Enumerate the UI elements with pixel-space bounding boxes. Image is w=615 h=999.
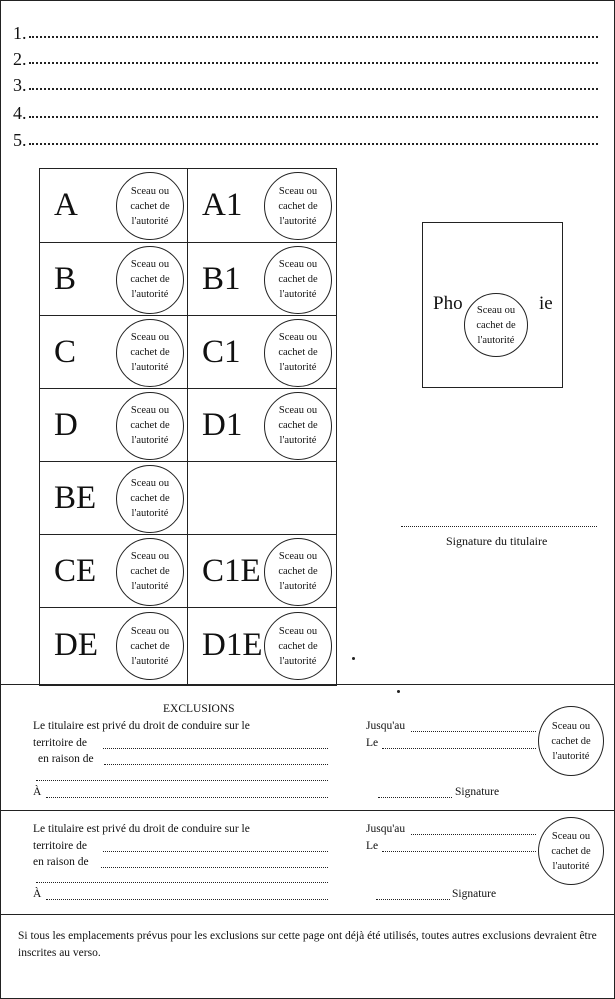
category-cell (40, 608, 188, 684)
exclusions-title: EXCLUSIONS (163, 703, 235, 715)
dotted-line (411, 834, 536, 835)
authority-seal: Sceau ou cachet de l'autorité (116, 392, 184, 460)
exclusion-1-seal: Sceau ou cachet de l'autorité (538, 706, 604, 776)
exclusion-1-at: À (33, 786, 42, 798)
exclusion-2-territory: territoire de (33, 840, 87, 852)
numbered-line (13, 46, 598, 68)
dotted-line (29, 62, 599, 64)
section-divider (0, 684, 615, 685)
category-cell (40, 316, 188, 389)
holder-signature-caption: Signature du titulaire (446, 534, 548, 548)
authority-seal: Sceau ou cachet de l'autorité (116, 612, 184, 680)
category-label: C1 (202, 333, 241, 370)
dotted-line (378, 797, 452, 798)
exclusion-1-on: Le (366, 737, 379, 749)
line-number: 2. (13, 49, 27, 69)
category-cell (188, 535, 336, 608)
stray-mark (397, 690, 400, 693)
exclusion-2-seal: Sceau ou cachet de l'autorité (538, 817, 604, 885)
authority-seal: Sceau ou cachet de l'autorité (264, 319, 332, 387)
exclusion-1-line1: Le titulaire est privé du droit de conduire sur le (33, 720, 250, 732)
dotted-line (46, 899, 328, 900)
photo-seal: Sceau ou cachet de l'autorité (464, 293, 528, 357)
dotted-line (104, 764, 328, 765)
footer-note: Si tous les emplacements prévus pour les exclusions sur cette page ont déjà été utilisés, toutes autres exclusions devraient être inscrites au verso. (18, 930, 597, 959)
exclusion-2-signature: Signature (452, 888, 497, 900)
photo-label-left: Pho (433, 293, 463, 314)
authority-seal: Sceau ou cachet de l'autorité (116, 246, 184, 314)
authority-seal: Sceau ou cachet de l'autorité (116, 465, 184, 533)
exclusion-2-reason: en raison de (33, 856, 89, 868)
dotted-line (103, 851, 328, 852)
exclusion-1-reason: en raison de (38, 753, 94, 765)
line-number: 3. (13, 75, 27, 95)
category-label: BE (54, 479, 97, 516)
category-label: D (54, 406, 78, 443)
dotted-line (382, 851, 536, 852)
exclusion-2-line1: Le titulaire est privé du droit de conduire sur le (33, 823, 250, 835)
category-cell (188, 316, 336, 389)
dotted-line (103, 748, 328, 749)
category-label: DE (54, 627, 98, 663)
numbered-line (13, 72, 598, 94)
category-cell (188, 462, 336, 535)
category-label: D1 (202, 406, 243, 443)
exclusion-2-until: Jusqu'au (366, 823, 406, 835)
category-cell (188, 389, 336, 462)
category-cell (188, 608, 336, 684)
category-label: D1E (202, 627, 263, 663)
exclusion-1-until: Jusqu'au (366, 720, 406, 732)
authority-seal: Sceau ou cachet de l'autorité (264, 172, 332, 240)
dotted-line (29, 88, 599, 90)
holder-signature-line (401, 526, 597, 527)
category-label: A1 (202, 187, 243, 223)
authority-seal: Sceau ou cachet de l'autorité (264, 538, 332, 606)
photo-box (422, 222, 563, 388)
dotted-line (46, 797, 328, 798)
authority-seal: Sceau ou cachet de l'autorité (116, 538, 184, 606)
exclusion-2-on: Le (366, 840, 379, 852)
line-number: 4. (13, 103, 27, 123)
stray-mark (352, 657, 355, 660)
authority-seal: Sceau ou cachet de l'autorité (264, 246, 332, 314)
line-number: 1. (13, 23, 27, 43)
exclusion-1-signature: Signature (455, 786, 500, 798)
numbered-line (13, 20, 598, 42)
dotted-line (382, 748, 536, 749)
section-divider (0, 914, 615, 915)
category-label: C (54, 333, 77, 370)
category-label: C1E (202, 552, 261, 589)
category-cell (40, 535, 188, 608)
category-cell (40, 389, 188, 462)
category-cell (40, 462, 188, 535)
section-divider (0, 810, 615, 811)
authority-seal: Sceau ou cachet de l'autorité (264, 392, 332, 460)
category-label: B (54, 260, 77, 297)
numbered-line (13, 127, 598, 149)
authority-seal: Sceau ou cachet de l'autorité (116, 172, 184, 240)
category-cell (188, 169, 336, 243)
dotted-line (411, 731, 536, 732)
dotted-line (36, 882, 328, 883)
category-label: B1 (202, 260, 241, 297)
numbered-line (13, 100, 598, 122)
photo-label-right: ie (539, 293, 553, 314)
dotted-line (101, 867, 328, 868)
category-grid (39, 168, 337, 686)
line-number: 5. (13, 130, 27, 150)
category-cell (40, 243, 188, 316)
category-label: CE (54, 552, 97, 589)
dotted-line (29, 116, 599, 118)
dotted-line (36, 780, 328, 781)
dotted-line (29, 36, 599, 38)
category-label: A (54, 187, 78, 223)
category-cell (40, 169, 188, 243)
exclusion-1-territory: territoire de (33, 737, 87, 749)
exclusion-2-at: À (33, 888, 42, 900)
authority-seal: Sceau ou cachet de l'autorité (116, 319, 184, 387)
dotted-line (376, 899, 450, 900)
dotted-line (29, 143, 599, 145)
category-cell (188, 243, 336, 316)
authority-seal: Sceau ou cachet de l'autorité (264, 612, 332, 680)
